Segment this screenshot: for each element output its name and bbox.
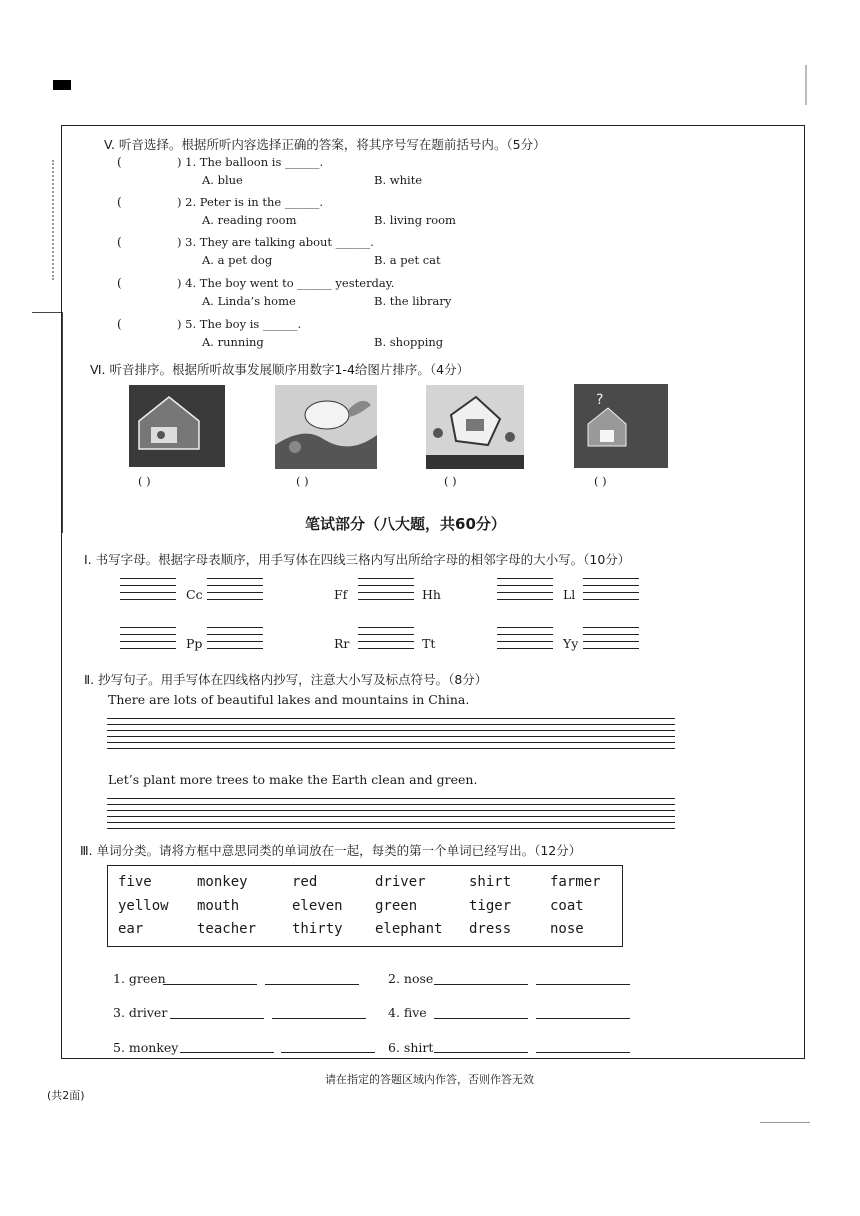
option-a: A. blue [202, 173, 243, 187]
question-2: ) 2. Peter is in the ______. [177, 195, 323, 209]
word: coat [550, 898, 584, 914]
answer-label: 6. shirt [388, 1040, 434, 1055]
word: yellow [118, 898, 169, 914]
svg-text:?: ? [596, 392, 604, 408]
question-5: ) 5. The boy is ______. [177, 317, 302, 331]
four-line-grid[interactable] [207, 578, 263, 606]
word: five [118, 874, 152, 890]
page-count: (共2面) [47, 1089, 85, 1102]
answer-blank[interactable] [163, 984, 257, 985]
footer-notice: 请在指定的答题区域内作答，否则作答无效 [325, 1073, 534, 1086]
answer-blank[interactable] [281, 1052, 375, 1053]
word: ear [118, 921, 144, 937]
answer-blank[interactable] [170, 1018, 264, 1019]
answer-blank[interactable] [536, 1018, 630, 1019]
answer-label: 5. monkey [113, 1040, 179, 1055]
option-a: A. reading room [202, 213, 297, 227]
word: mouth [197, 898, 240, 914]
word: green [375, 898, 418, 914]
word: monkey [197, 874, 248, 890]
word: dress [469, 921, 512, 937]
option-b: B. living room [374, 213, 456, 227]
given-letter: Ll [563, 587, 576, 602]
given-letter: Yy [563, 636, 579, 651]
corner-marker [53, 80, 71, 90]
option-b: B. a pet cat [374, 253, 441, 267]
answer-label: 2. nose [388, 971, 434, 986]
answer-blank[interactable] [536, 984, 630, 985]
edge-mark [805, 65, 807, 105]
word: farmer [550, 874, 601, 890]
story-picture-3 [426, 385, 524, 469]
four-line-grid[interactable] [583, 627, 639, 655]
margin-bracket [32, 312, 63, 533]
option-b: B. shopping [374, 335, 444, 349]
answer-blank[interactable] [434, 1018, 528, 1019]
copy-lines-2[interactable] [107, 798, 675, 834]
answer-label: 1. green [113, 971, 166, 986]
section-6-heading: Ⅵ. 听音排序。根据所听故事发展顺序用数字1-4给图片排序。（4分） [90, 362, 470, 377]
option-b: B. the library [374, 294, 452, 308]
four-line-grid[interactable] [358, 578, 414, 606]
answer-blank[interactable] [434, 1052, 528, 1053]
option-a: A. Linda’s home [202, 294, 296, 308]
word: red [292, 874, 318, 890]
four-line-grid[interactable] [120, 627, 176, 655]
word: tiger [469, 898, 512, 914]
given-letter: Hh [422, 587, 441, 602]
given-letter: Cc [186, 587, 203, 602]
word: thirty [292, 921, 343, 937]
option-b: B. white [374, 173, 423, 187]
story-picture-4 [574, 384, 668, 468]
answer-blank[interactable] [536, 1052, 630, 1053]
given-letter: Pp [186, 636, 203, 651]
answer-paren[interactable]: ( [117, 317, 122, 331]
order-paren-3[interactable]: ( ) [444, 474, 457, 488]
answer-blank[interactable] [265, 984, 359, 985]
answer-paren[interactable]: ( [117, 235, 122, 249]
word: elephant [375, 921, 443, 937]
answer-paren[interactable]: ( [117, 276, 122, 290]
word: driver [375, 874, 426, 890]
word: nose [550, 921, 584, 937]
order-paren-2[interactable]: ( ) [296, 474, 309, 488]
section-5-heading: V. 听音选择。根据所听内容选择正确的答案，将其序号写在题前括号内。（5分） [104, 137, 546, 152]
answer-blank[interactable] [180, 1052, 274, 1053]
sentence-2: Let’s plant more trees to make the Earth clean and green. [108, 772, 478, 787]
section-II-heading: Ⅱ. 抄写句子。用手写体在四线格内抄写，注意大小写及标点符号。（8分） [84, 672, 488, 687]
four-line-grid[interactable] [358, 627, 414, 655]
answer-label: 3. driver [113, 1005, 168, 1020]
story-picture-1 [129, 385, 225, 467]
question-1: ) 1. The balloon is ______. [177, 155, 324, 169]
four-line-grid[interactable] [497, 578, 553, 606]
word: shirt [469, 874, 512, 890]
answer-blank[interactable] [272, 1018, 366, 1019]
four-line-grid[interactable] [497, 627, 553, 655]
answer-paren[interactable]: ( [117, 195, 122, 209]
edge-dash [760, 1122, 810, 1123]
word: eleven [292, 898, 343, 914]
given-letter: Rr [334, 636, 350, 651]
question-3: ) 3. They are talking about ______. [177, 235, 374, 249]
order-paren-4[interactable]: ( ) [594, 474, 607, 488]
given-letter: Ff [334, 587, 348, 602]
question-4: ) 4. The boy went to ______ yesterday. [177, 276, 395, 290]
section-III-heading: Ⅲ. 单词分类。请将方框中意思同类的单词放在一起，每类的第一个单词已经写出。（12分） [80, 843, 582, 858]
copy-lines-1[interactable] [107, 718, 675, 754]
four-line-grid[interactable] [207, 627, 263, 655]
four-line-grid[interactable] [583, 578, 639, 606]
order-paren-1[interactable]: ( ) [138, 474, 151, 488]
given-letter: Tt [422, 636, 436, 651]
story-picture-2 [275, 385, 377, 469]
option-a: A. a pet dog [202, 253, 273, 267]
dotted-binding-line [52, 160, 56, 280]
word-box [107, 865, 623, 947]
sentence-1: There are lots of beautiful lakes and mountains in China. [108, 692, 470, 707]
section-I-heading: Ⅰ. 书写字母。根据字母表顺序，用手写体在四线三格内写出所给字母的相邻字母的大小写。（10分） [84, 552, 631, 567]
option-a: A. running [202, 335, 264, 349]
written-part-title: 笔试部分（八大题，共60分） [305, 515, 506, 533]
answer-blank[interactable] [434, 984, 528, 985]
word: teacher [197, 921, 257, 937]
answer-paren[interactable]: ( [117, 155, 122, 169]
answer-label: 4. five [388, 1005, 427, 1020]
four-line-grid[interactable] [120, 578, 176, 606]
